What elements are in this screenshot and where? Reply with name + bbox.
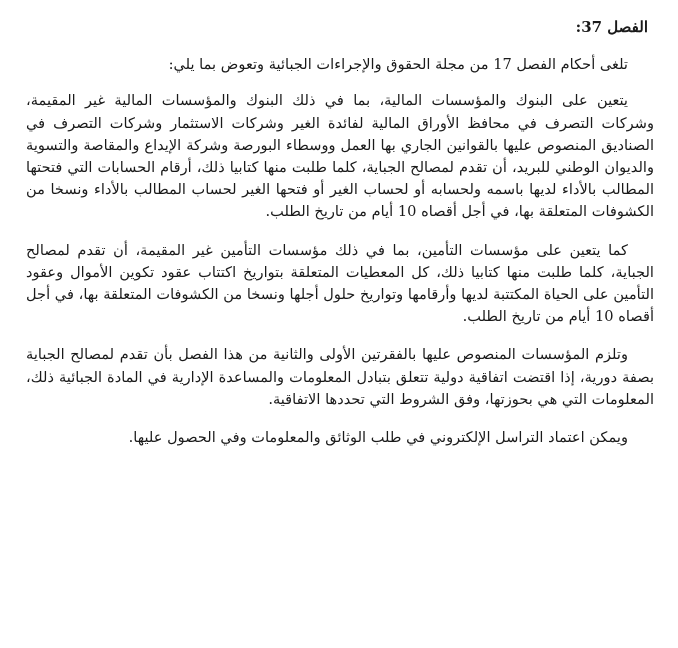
chapter-heading: الفصل 37:: [575, 18, 648, 36]
paragraph-periodic-reporting: وتلزم المؤسسات المنصوص عليها بالفقرتين الأولى والثانية من هذا الفصل بأن تقدم لمصالح الجباية بصفة دورية، إذا اقتضت اتفاقية دولية تتعلق بتبادل المعلومات والمساعدة الإدارية في المادة الجبائية ذلك، المعلومات التي هي بحوزتها، وفق الشروط التي تحددها الاتفاقية.: [26, 346, 654, 408]
document-page: [26, 10, 654, 465]
paragraph-electronic-correspondence: ويمكن اعتماد التراسل الإلكتروني في طلب الوثائق والمعلومات وفي الحصول عليها.: [128, 429, 628, 447]
paragraph-insurance: كما يتعين على مؤسسات التأمين، بما في ذلك مؤسسات التأمين غير المقيمة، أن تقدم لمصالح الجباية، كلما طلبت منها كتابيا ذلك، كل المعطيات المتعلقة بتواريخ اكتتاب عقود تكوين الأموال وعقود التأمين على الحياة المكتتبة لديها وأرقامها وتواريخ حلول أجلها ونسخا من الكشوفات المتعلقة بها، في أجل أقصاه 10 أيام من تاريخ الطلب.: [26, 241, 654, 326]
paragraph-banks: يتعين على البنوك والمؤسسات المالية، بما في ذلك البنوك والمؤسسات المالية غير المقيمة، وشركات التصرف في محافظ الأوراق المالية لفائدة الغير وشركات الاستثمار وشركات التصرف في الصناديق المنصوص عليها بالقوانين الجاري بها العمل ووسطاء البورصة وشركة الإيداع والمقاصة والتسوية والديوان الوطني للبريد، أن تقدم لمصالح الجباية، كلما طلبت منها كتابيا ذلك، أرقام الحسابات التي فتحتها المطالب بالأداء لديها باسمه ولحسابه أو لحساب الغير أو فتحها الغير لحساب المطالب بالأداء ونسخا من الكشوفات المتعلقة بها، في أجل أقصاه 10 أيام من تاريخ الطلب.: [26, 92, 654, 221]
paragraph-intro: تلغى أحكام الفصل 17 من مجلة الحقوق والإجراءات الجبائية وتعوض بما يلي:: [168, 56, 628, 74]
